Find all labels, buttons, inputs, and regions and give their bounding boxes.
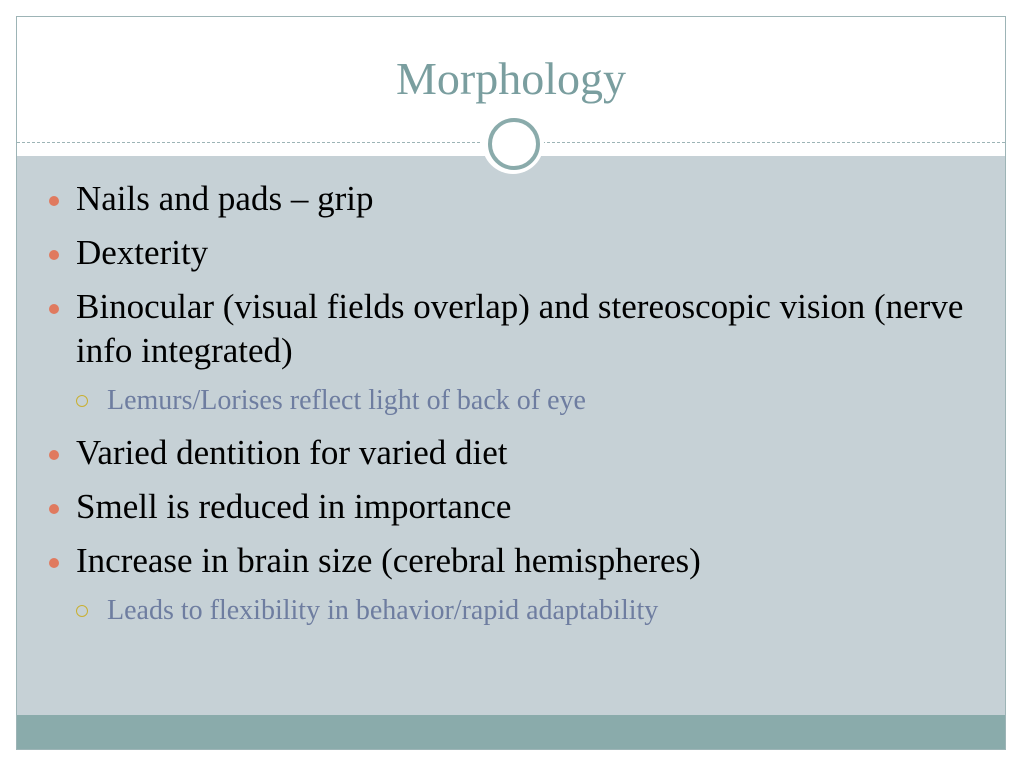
sub-bullet-list — [76, 383, 969, 419]
bullet-dot-icon — [49, 304, 59, 314]
sub-bullet-ring-icon — [76, 605, 88, 617]
circle-ornament-icon — [488, 118, 540, 170]
sub-bullet-item — [76, 593, 969, 629]
bullet-dot-icon — [49, 250, 59, 260]
bullet-text: Smell is reduced in importance — [76, 487, 512, 526]
bullet-text: Dexterity — [76, 233, 209, 272]
bullet-dot-icon — [49, 504, 59, 514]
sub-bullet-item — [76, 383, 969, 419]
bullet-dot-icon — [49, 450, 59, 460]
slide — [16, 16, 1006, 750]
bullet-item — [49, 485, 969, 529]
bullet-item — [49, 285, 969, 373]
sub-bullet-list — [76, 593, 969, 629]
sub-bullet-text: Leads to flexibility in behavior/rapid adaptability — [107, 595, 659, 626]
bullet-dot-icon — [49, 558, 59, 568]
bullet-text: Nails and pads – grip — [76, 179, 374, 218]
sub-bullet-text: Lemurs/Lorises reflect light of back of eye — [107, 385, 586, 416]
sub-bullet-group — [49, 593, 969, 629]
bullet-text: Binocular (visual fields overlap) and stereoscopic vision (nerve info integrated) — [76, 287, 964, 370]
slide-title: Morphology — [396, 53, 626, 104]
bullet-item — [49, 177, 969, 221]
bullet-item — [49, 431, 969, 475]
bullet-item — [49, 539, 969, 583]
bullet-text: Increase in brain size (cerebral hemispheres) — [76, 541, 701, 580]
footer-bar — [17, 715, 1005, 749]
bullet-dot-icon — [49, 196, 59, 206]
sub-bullet-ring-icon — [76, 395, 88, 407]
sub-bullet-group — [49, 383, 969, 419]
bullet-text: Varied dentition for varied diet — [76, 433, 508, 472]
bullet-item — [49, 231, 969, 275]
bullet-list — [49, 177, 969, 641]
